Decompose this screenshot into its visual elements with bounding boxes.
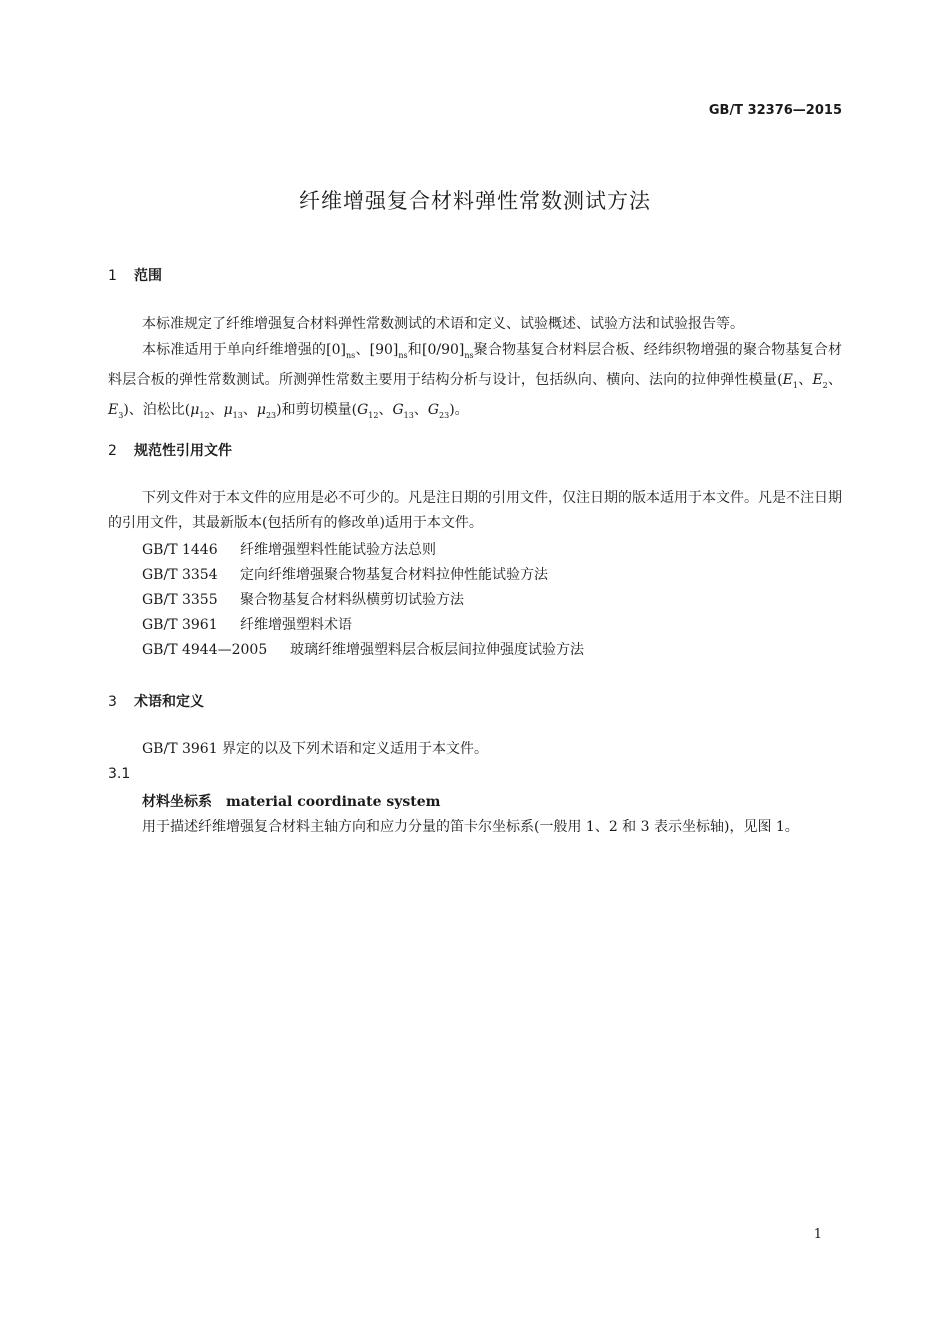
p2-text: )和剪切模量( <box>276 401 358 418</box>
term-chinese: 材料坐标系 <box>142 794 212 810</box>
symbol-G: G <box>427 401 440 418</box>
subscript: 12 <box>199 410 210 420</box>
p2-text: 本标准适用于单向纤维增强的[0] <box>142 342 347 358</box>
symbol-mu: μ <box>223 401 233 418</box>
page-number: 1 <box>813 1227 822 1242</box>
subscript: 12 <box>368 410 379 420</box>
subscript: 1 <box>792 380 798 390</box>
symbol-mu: μ <box>190 401 200 418</box>
subscript: 2 <box>822 380 828 390</box>
separator: 、 <box>378 401 393 418</box>
normative-reference <box>142 639 584 659</box>
reference-name: 纤维增强塑料术语 <box>240 617 352 633</box>
section-1-paragraph-2 <box>108 338 842 427</box>
reference-code: GB/T 3354 <box>142 567 218 583</box>
separator: 、 <box>413 401 428 418</box>
p2-text: 、[90] <box>355 342 399 358</box>
section-title: 范围 <box>134 268 162 284</box>
separator: 、 <box>209 401 224 418</box>
section-number: 3 <box>108 694 117 710</box>
normative-reference <box>142 539 436 559</box>
section-2-heading <box>108 440 232 460</box>
section-3-paragraph-1: GB/T 3961 界定的以及下列术语和定义适用于本文件。 <box>142 741 489 757</box>
separator: 、 <box>797 371 813 388</box>
normative-reference <box>142 614 352 634</box>
term-definition: 用于描述纤维增强复合材料主轴方向和应力分量的笛卡尔坐标系(一般用 1、2 和 3 表示坐标轴)，见图 1。 <box>142 819 799 835</box>
p2-text: )。 <box>449 401 469 418</box>
reference-name: 定向纤维增强聚合物基复合材料拉伸性能试验方法 <box>240 567 548 583</box>
term-english: material coordinate system <box>226 794 441 810</box>
subscript: 13 <box>403 410 414 420</box>
reference-code: GB/T 4944—2005 <box>142 642 268 658</box>
subscript: ns <box>464 350 474 360</box>
term-number: 3.1 <box>108 766 131 782</box>
standard-code: GB/T 32376—2015 <box>708 103 842 118</box>
symbol-mu: μ <box>256 401 266 418</box>
symbol-E: E <box>108 401 119 418</box>
reference-code: GB/T 1446 <box>142 542 218 558</box>
section-3-heading <box>108 691 204 711</box>
subscript: 23 <box>439 410 450 420</box>
section-number: 2 <box>108 443 117 459</box>
subscript: ns <box>398 350 408 360</box>
term-heading <box>142 791 440 811</box>
symbol-E: E <box>782 371 793 388</box>
p2-text: )、泊松比( <box>123 401 191 418</box>
separator: 、 <box>827 371 843 388</box>
reference-name: 聚合物基复合材料纵横剪切试验方法 <box>240 592 464 608</box>
subscript: 13 <box>232 410 243 420</box>
reference-code: GB/T 3961 <box>142 617 218 633</box>
normative-reference <box>142 564 548 584</box>
reference-name: 纤维增强塑料性能试验方法总则 <box>240 542 436 558</box>
reference-code: GB/T 3355 <box>142 592 218 608</box>
section-title: 术语和定义 <box>134 694 204 710</box>
subscript: 3 <box>118 410 124 420</box>
section-2-paragraph-1: 下列文件对于本文件的应用是必不可少的。凡是注日期的引用文件，仅注日期的版本适用于本文件。凡是不注日期的引用文件，其最新版本(包括所有的修改单)适用于本文件。 <box>108 490 842 531</box>
symbol-G: G <box>357 401 369 418</box>
p2-text: 聚合物基复合材料层合板、经纬织物增强的聚合物基复合材料层合板的弹性常数测试。所测弹性常数主要用于结构分析与设计，包括纵向、横向、法向的拉伸弹性模量( <box>108 342 842 388</box>
section-1-heading <box>108 265 162 285</box>
document-title: 纤维增强复合材料弹性常数测试方法 <box>299 189 651 213</box>
subscript: 23 <box>265 410 277 420</box>
p2-text: 和[0/90] <box>407 342 465 358</box>
reference-name: 玻璃纤维增强塑料层合板层间拉伸强度试验方法 <box>290 642 584 658</box>
section-title: 规范性引用文件 <box>134 443 232 459</box>
section-number: 1 <box>108 268 117 284</box>
section-1-paragraph-1: 本标准规定了纤维增强复合材料弹性常数测试的术语和定义、试验概述、试验方法和试验报告等。 <box>142 316 744 332</box>
symbol-E: E <box>812 371 823 388</box>
normative-reference <box>142 589 464 609</box>
separator: 、 <box>242 401 257 418</box>
subscript: ns <box>346 350 356 360</box>
symbol-G: G <box>392 401 404 418</box>
